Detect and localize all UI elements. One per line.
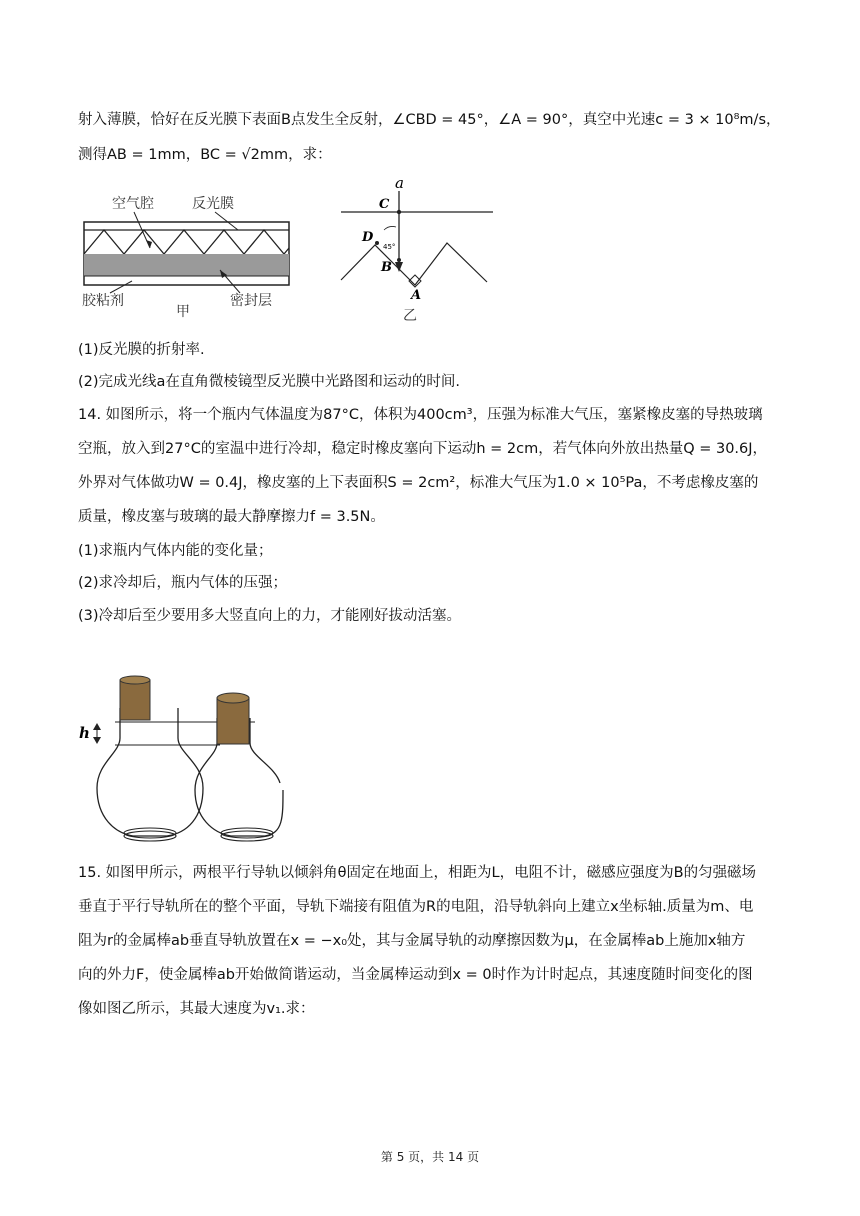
q13-line-2: 测得AB = 1mm，BC = √2mm，求：: [78, 147, 332, 163]
q14-line-2: 空瓶，放入到27°C的室温中进行冷却，稳定时橡皮塞向下运动h = 2cm，若气体向外放出热量Q = 30.6J，: [78, 441, 768, 457]
q13-sub-2: (2)完成光线a在直角微棱镜型反光膜中光路图和运动的时间.: [78, 374, 461, 390]
q14-sub-2: (2)求冷却后，瓶内气体的压强；: [78, 575, 288, 591]
right-bottle-right-side: [250, 718, 280, 783]
q15-line-3: 阻为r的金属棒ab垂直导轨放置在x = −x₀处，其与金属导轨的动摩擦因数为μ，在金属棒ab上施加x轴方: [78, 933, 746, 949]
q14-sub-1: (1)求瓶内气体内能的变化量；: [78, 543, 273, 559]
q15-line-1: 15. 如图甲所示，两根平行导轨以倾斜角θ固定在地面上，相距为L，电阻不计，磁感应强度为B的匀强磁场: [78, 865, 757, 881]
label-air-cavity: 空气腔: [112, 196, 154, 212]
prism-outline: [341, 243, 487, 285]
label-reflective-film: 反光膜: [192, 196, 234, 212]
figure-jia: [80, 190, 295, 320]
left-bottle: [97, 708, 203, 836]
label-d: D: [362, 230, 374, 245]
seal-layer: [84, 254, 289, 276]
q13-line-1: 射入薄膜，恰好在反光膜下表面B点发生全反射，∠CBD = 45°，∠A = 90°，真空中光速c = 3 × 10⁸m/s，: [78, 112, 781, 128]
label-angle: 45°: [383, 243, 396, 251]
q14-line-1: 14. 如图所示，将一个瓶内气体温度为87°C，体积为400cm³，压强为标准大气压，塞紧橡皮塞的导热玻璃: [78, 407, 763, 423]
q15-line-5: 像如图乙所示，其最大速度为v₁.求：: [78, 1001, 315, 1017]
figure-bottles: [75, 668, 285, 848]
label-seal-layer: 密封层: [230, 293, 272, 309]
label-a: a: [395, 175, 404, 192]
label-point-a: A: [411, 288, 422, 303]
caption-jia: 甲: [176, 304, 190, 320]
label-c: C: [379, 197, 390, 212]
label-b: B: [381, 260, 392, 275]
page-footer: 第 5 页，共 14 页: [380, 1150, 480, 1164]
caption-yi: 乙: [403, 308, 417, 324]
right-stopper: [217, 698, 249, 744]
q14-line-3: 外界对气体做功W = 0.4J，橡皮塞的上下表面积S = 2cm²，标准大气压为1.0 × 10⁵Pa，不考虑橡皮塞的: [78, 475, 759, 491]
prism-zigzag: [84, 230, 289, 254]
figure-yi: [335, 175, 500, 325]
q14-sub-3: (3)冷却后至少要用多大竖直向上的力，才能刚好拔动活塞。: [78, 608, 462, 624]
q15-line-4: 向的外力F，使金属棒ab开始做简谐运动，当金属棒运动到x = 0时作为计时起点，其速度随时间变化的图: [78, 967, 753, 983]
label-adhesive: 胶粘剂: [82, 293, 124, 309]
q15-line-2: 垂直于平行导轨所在的整个平面，导轨下端接有阻值为R的电阻，沿导轨斜向上建立x坐标轴.质量为m、电: [78, 899, 754, 915]
q14-line-4: 质量，橡皮塞与玻璃的最大静摩擦力f = 3.5N。: [78, 509, 385, 525]
left-stopper: [120, 680, 150, 720]
q13-sub-1: (1)反光膜的折射率.: [78, 342, 205, 358]
label-h: h: [79, 724, 90, 742]
